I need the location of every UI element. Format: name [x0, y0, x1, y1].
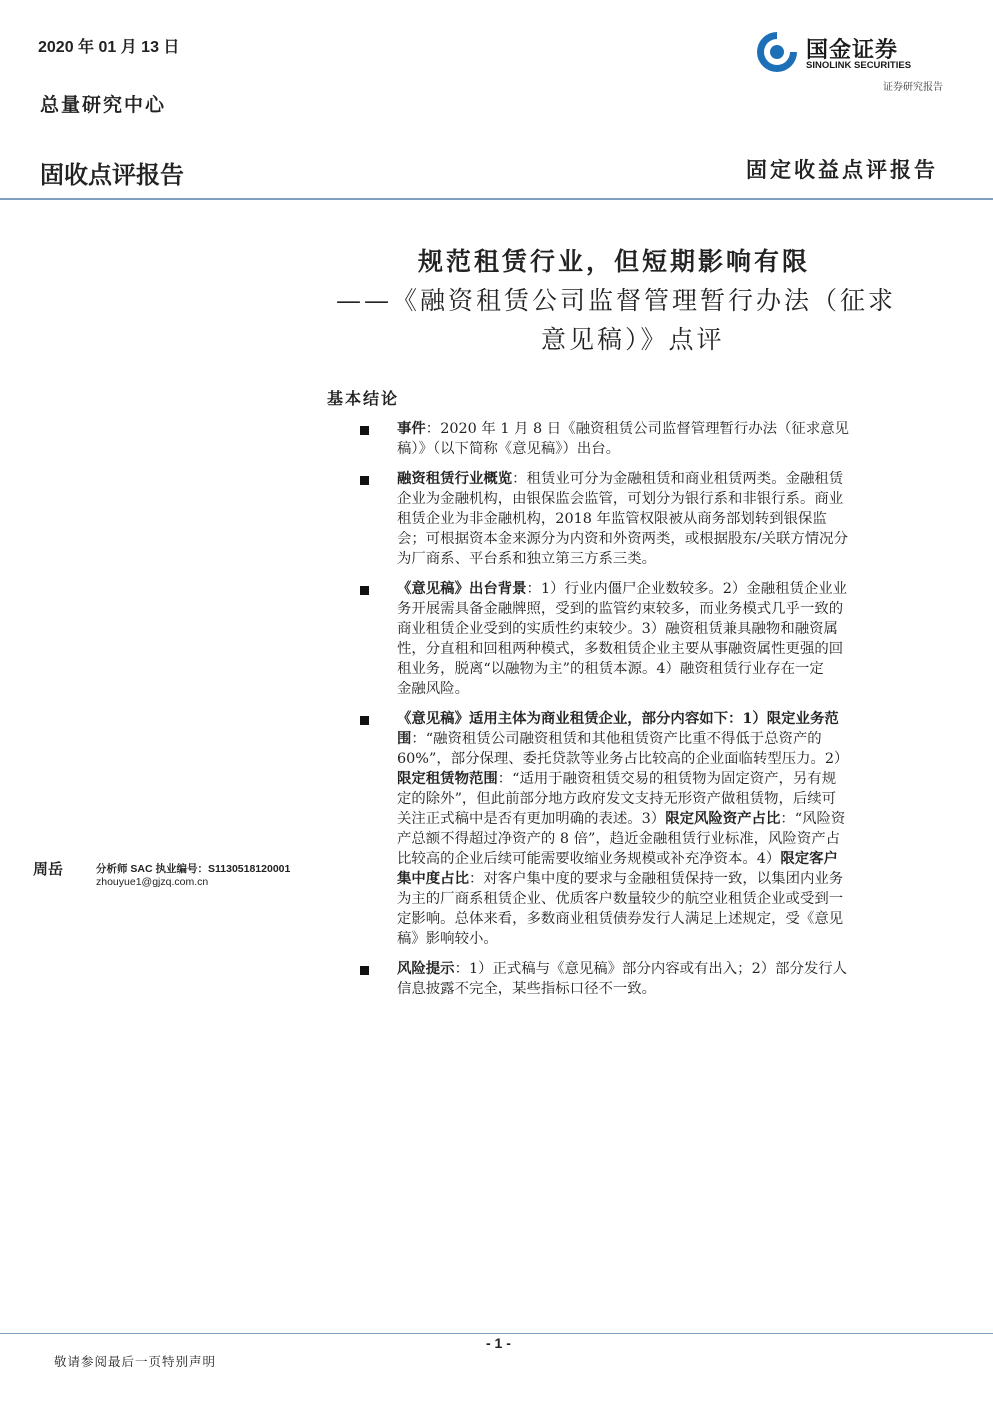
bullet-risk: [397, 959, 945, 999]
report-type-left: 固收点评报告: [40, 162, 184, 189]
text-line: 性，分直租和回租两种模式，多数租赁企业主要从事融资属性更强的回: [397, 641, 844, 657]
footer-rule: [0, 1333, 993, 1334]
bold-term: 限定客户: [780, 850, 838, 867]
disclaimer-note: 敬请参阅最后一页特别声明: [54, 1354, 217, 1369]
bullet-square-icon: [360, 585, 371, 596]
text-line: 《意见稿》适用主体为商业租赁企业，部分内容如下：1）限定业务范: [397, 710, 839, 727]
text-span: ：“融资租赁公司融资租赁和其他租赁资产比重不得低于总资产的: [411, 731, 822, 747]
report-title-line2: ——《融资租赁公司监督管理暂行办法（征求: [336, 286, 897, 315]
bullet-square-icon: [360, 475, 371, 486]
bullet-square-icon: [360, 965, 371, 976]
bold-term: 围: [397, 730, 412, 747]
bullet-sep: ：: [526, 581, 541, 597]
bullet-sep: ：: [454, 961, 469, 977]
logo-chinese-name: 国金证券: [806, 37, 899, 62]
header-rule: [0, 198, 993, 200]
text-line: 稿）》（以下简称《意见稿》）出台。: [397, 441, 621, 457]
report-date: 2020 年 01 月 13 日: [38, 39, 180, 56]
text-line: 60%”，部分保理、委托贷款等业务占比较高的企业面临转型压力。2）: [397, 751, 849, 767]
text-span: ：“适用于融资租赁交易的租赁物为固定资产，另有规: [497, 771, 837, 787]
text-line: 租赁业可分为金融租赁和商业租赁两类。金融租赁: [526, 471, 844, 487]
bold-term: 集中度占比: [397, 870, 469, 887]
bullet-event: [397, 419, 945, 459]
bullet-label: 融资租赁行业概览: [397, 470, 513, 487]
bullet-square-icon: [360, 715, 371, 726]
text-line: 商业租赁企业受到的实质性约束较少。3）融资租赁兼具融物和融资属: [397, 621, 838, 637]
text-line: 金融风险。: [397, 681, 469, 697]
bold-term: 限定租赁物范围: [397, 770, 498, 787]
section-heading: 基本结论: [327, 389, 400, 408]
text-line: 为主的厂商系租赁企业、优质客户数量较少的航空业租赁企业或受到一: [397, 891, 844, 907]
bold-term: 限定风险资产占比: [665, 810, 781, 827]
report-type-right: 固定收益点评报告: [746, 157, 938, 182]
author-email[interactable]: zhouyue1@gjzq.com.cn: [96, 876, 209, 888]
text-line: 会；可根据资本金来源分为内资和外资两类，或根据股东/关联方情况分: [397, 531, 848, 547]
text-line: 为厂商系、平台系和独立第三方系三类。: [397, 551, 657, 567]
text-line: 1）正式稿与《意见稿》部分内容或有出入；2）部分发行人: [468, 961, 848, 977]
page-number: - 1 -: [486, 1335, 511, 1351]
research-center: 总量研究中心: [40, 94, 167, 116]
text-line: 产总额不得超过净资产的 8 倍”，趋近金融租赁行业标准，风险资产占: [397, 831, 840, 847]
bullet-square-icon: [360, 425, 371, 436]
text-line: 定的除外”，但此前部分地方政府发文支持无形资产做租赁物，后续可: [397, 791, 837, 807]
text-line: 信息披露不完全，某些指标口径不一致。: [397, 981, 657, 997]
bullet-label: 风险提示: [397, 960, 455, 977]
report-title-line3: 意见稿）》点评: [541, 325, 725, 354]
text-line: 2020 年 1 月 8 日《融资租赁公司监督管理暂行办法（征求意见: [440, 421, 849, 437]
bullet-label: 《意见稿》出台背景: [397, 580, 527, 597]
text-line: 务开展需具备金融牌照，受到的监管约束较多，而业务模式几乎一致的: [397, 601, 844, 617]
bullet-background: [397, 579, 945, 699]
text-line: 稿》影响较小。: [397, 931, 498, 947]
text-line: 1）行业内僵尸企业数较多。2）金融租赁企业业: [540, 581, 848, 597]
text-span: ：对客户集中度的要求与金融租赁保持一致，以集团内业务: [468, 871, 844, 887]
bullet-sep: ：: [512, 471, 527, 487]
author-name: 周岳: [33, 860, 64, 878]
logo-english-name: SINOLINK SECURITIES: [806, 60, 912, 71]
text-span: 比较高的企业后续可能需要收缩业务规模或补充净资本。4）: [397, 851, 781, 867]
text-line: 租业务，脱离“以融物为主”的租赁本源。4）融资租赁行业存在一定: [397, 661, 824, 677]
bullet-scope: [397, 709, 945, 949]
logo-subtitle: 证券研究报告: [883, 82, 943, 93]
text-line: 定影响。总体来看，多数商业租赁债券发行人满足上述规定，受《意见: [397, 911, 844, 927]
text-span: ：“风险资: [780, 811, 846, 827]
text-span: 关注正式稿中是否有更加明确的表述。3）: [397, 811, 666, 827]
text-line: 租赁企业为非金融机构，2018 年监管权限被从商务部划转到银保监: [397, 511, 827, 527]
bullet-label: 事件: [397, 420, 426, 437]
author-sac-id: 分析师 SAC 执业编号：S1130518120001: [96, 863, 291, 875]
bullet-sep: ：: [425, 421, 441, 437]
report-title-line1: 规范租赁行业，但短期影响有限: [418, 247, 811, 276]
bullet-industry-overview: [397, 469, 945, 569]
text-line: 企业为金融机构，由银保监会监管，可划分为银行系和非银行系。商业: [397, 491, 844, 507]
